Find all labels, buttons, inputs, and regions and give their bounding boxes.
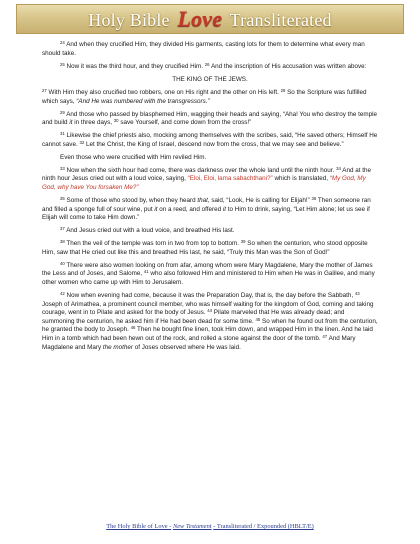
verse-text: Some of those who stood by, when they heard — [66, 197, 196, 205]
verse-number: 30 — [113, 118, 119, 124]
paragraph-v35 — [42, 197, 378, 223]
verse-number: 44 — [207, 308, 213, 314]
scripture-quote: “And He was numbered with the transgressors.” — [76, 97, 210, 105]
verse-number: 33 — [60, 165, 65, 171]
verse-text: So when the centurion, who stood opposite Him, saw that He cried out like this and breathed His last, he said, “Truly this Man was the Son of God!” — [42, 240, 368, 256]
paragraph-v27 — [42, 89, 378, 106]
words-of-jesus: “Eloi, Eloi, lama sabachthani?” — [187, 175, 273, 183]
verse-text: Joseph of Arimathea, a prominent council member, who was himself waiting for the kingdom of God, coming and taking courage, went in to Pilate and asked for the body of Jesus. — [42, 300, 374, 317]
verse-number: 39 — [240, 239, 246, 245]
verse-number: 26 — [204, 61, 210, 67]
paragraph-reviled: Even those who were crucified with Him reviled Him. — [60, 153, 207, 161]
site-title — [88, 6, 331, 32]
verse-text: There were also women looking on from afar, among whom were Mary Magdalene, Mary the mother of James the Less and of Joses, and Salome, — [42, 261, 373, 278]
verse-number: 43 — [354, 290, 360, 296]
paragraph-v40 — [42, 262, 378, 288]
footer-link[interactable] — [0, 523, 420, 530]
italic-word: it — [154, 205, 158, 213]
verse-text: So the Scripture was fulfilled which says, — [42, 89, 367, 105]
verse-text: , said, “Look, He is calling for Elijah!” — [207, 197, 310, 205]
verse-number: 32 — [79, 139, 85, 145]
verse-text: of Joses observed where He was laid. — [134, 343, 241, 351]
verse-text: save Yourself, and come down from the cross!” — [120, 119, 252, 127]
verse-number: 38 — [60, 239, 65, 245]
paragraph-v37 — [42, 227, 378, 236]
verse-number: 29 — [60, 109, 65, 115]
paragraph-v31 — [42, 132, 378, 149]
verse-text: which is translated, — [274, 175, 328, 183]
paragraph-v24 — [42, 41, 378, 58]
verse-number: 46 — [130, 325, 136, 331]
verse-number: 36 — [311, 196, 317, 202]
verse-text: Now when the sixth hour had come, there was darkness over the whole land until the ninth hour. — [66, 166, 335, 174]
footer-prefix[interactable]: The Holy Bible of Love - — [106, 523, 172, 530]
paragraph-v33 — [42, 167, 378, 193]
passage-body — [42, 41, 378, 357]
verse-text: Pilate marveled that He was already dead; and summoning the centurion, he asked him if He had been dead for some time. — [42, 309, 345, 325]
italic-word: it — [69, 119, 73, 127]
verse-text: in three days, — [74, 119, 113, 127]
verse-text: who also followed Him and ministered to Him when He was in Galilee, and many other women who came up with Him to Jerusalem. — [42, 270, 375, 286]
verse-number: 28 — [280, 88, 286, 94]
verse-number: 47 — [322, 333, 328, 339]
verse-text: Then he bought fine linen, took Him down, and wrapped Him in the linen. And he laid Him in a tomb which had been hewn out of the rock, and rolled a stone against the door of the tomb. — [42, 326, 373, 342]
verse-text: Let the Christ, the King of Israel, descend now from the cross, that we may see and believe.” — [86, 140, 344, 148]
italic-word: the mother — [102, 343, 134, 351]
italic-word: that — [197, 197, 208, 205]
verse-text: Then the veil of the temple was torn in two from top to bottom. — [66, 240, 239, 248]
verse-text: And at the ninth hour Jesus cried out with a loud voice, saying, — [42, 166, 371, 183]
paragraph-v25 — [42, 63, 378, 72]
verse-text: Now when evening had come, because it was the Preparation Day, that is, the day before the Sabbath, — [66, 291, 354, 299]
verse-number: 35 — [60, 196, 65, 202]
verse-text: And Mary Magdalene and Mary — [42, 334, 356, 351]
verse-text: on a reed, and offered — [159, 205, 222, 213]
verse-number: 25 — [60, 61, 65, 67]
verse-number: 24 — [60, 40, 65, 45]
paragraph-v42 — [42, 292, 378, 352]
inscription: THE KING OF THE JEWS. — [172, 75, 248, 83]
verse-number: 37 — [60, 226, 65, 232]
verse-number: 31 — [60, 131, 65, 137]
verse-text: So when he found out from the centurion, he granted the body to Joseph. — [42, 317, 378, 334]
verse-number: 34 — [336, 165, 341, 171]
verse-text: And those who passed by blasphemed Him, wagging their heads and saying, “Aha! You who destroy the temple and build — [42, 110, 378, 127]
verse-number: 40 — [60, 260, 65, 266]
verse-text: And when they crucified Him, they divided His garments, casting lots for them to determine what every man should take. — [42, 41, 365, 57]
paragraph-v29 — [42, 111, 378, 128]
verse-number: 27 — [42, 88, 47, 94]
paragraph-v38 — [42, 240, 378, 257]
verse-text: Then someone ran and filled a sponge full of sour wine, put — [42, 197, 371, 213]
words-of-jesus-translated: “My God, My God, why have You forsaken Me?” — [42, 175, 366, 192]
verse-number: 45 — [255, 316, 261, 322]
footer-testament[interactable]: New Testament — [172, 523, 212, 530]
verse-number: 41 — [143, 269, 149, 275]
verse-number: 42 — [60, 290, 65, 296]
verse-text: And the inscription of His accusation was written above: — [210, 62, 367, 70]
verse-text: Likewise the chief priests also, mocking among themselves with the scribes, said, “He saved others; Himself He cannot save. — [42, 132, 378, 148]
verse-text: Now it was the third hour, and they crucified Him. — [66, 62, 204, 70]
title-holy-bible: Holy Bible — [88, 10, 170, 30]
verse-text: to Him to drink, saying, “Let Him alone; let us see if Elijah will come to take Him down.” — [42, 205, 370, 222]
verse-text: With Him they also crucified two robbers, one on His right and the other on His left. — [48, 89, 279, 97]
header-banner — [16, 4, 404, 34]
title-love: Love — [177, 6, 223, 31]
title-transliterated: Transliterated — [229, 10, 332, 30]
footer-suffix[interactable]: - Transliterated / Expounded (HBLT/E) — [213, 523, 314, 530]
verse-text: And Jesus cried out with a loud voice, and breathed His last. — [66, 227, 235, 235]
italic-word: it — [222, 205, 227, 213]
